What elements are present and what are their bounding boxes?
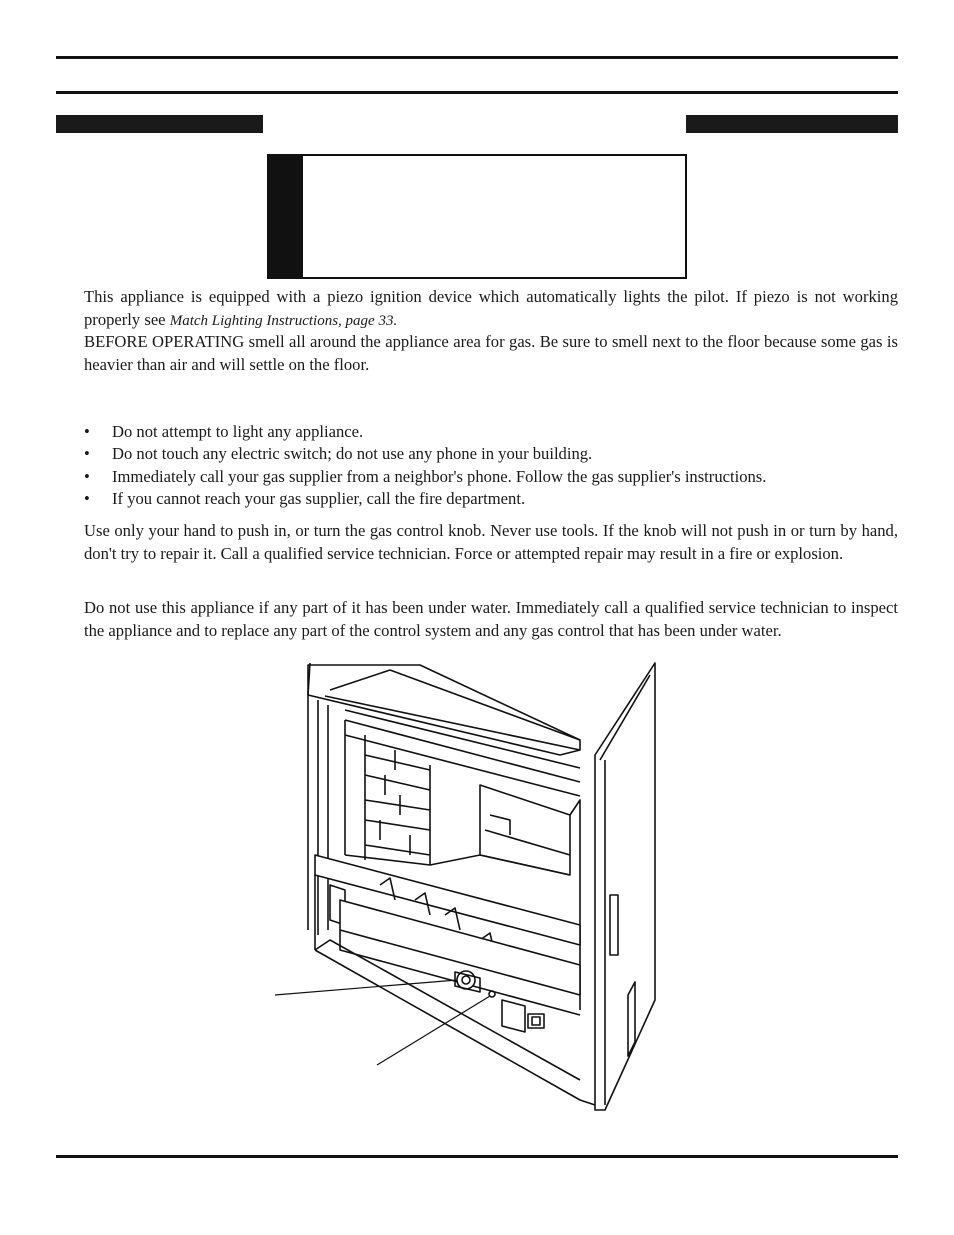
- intro-paragraph: [84, 286, 898, 332]
- warning-box: [267, 154, 687, 279]
- list-item: • Do not touch any electric switch; do not use any phone in your building.: [84, 443, 898, 465]
- before-operating-paragraph: [84, 331, 898, 376]
- header-rule-bottom: [56, 91, 898, 94]
- bullet-icon: •: [84, 489, 90, 509]
- water-paragraph: Do not use this appliance if any part of it has been under water. Immediately call a qualified service technician to inspect the appliance and to replace any part of the control system and any gas control that has been under water.: [84, 598, 898, 640]
- bullet-icon: •: [84, 422, 90, 441]
- intro-line: This appliance is equipped with a piezo ignition device which automatically lights the pilot. If piezo is not working properly see: [84, 287, 898, 329]
- bullet-icon: •: [84, 444, 90, 464]
- list-item: • Do not attempt to light any appliance.: [84, 421, 898, 443]
- knob-paragraph: Use only your hand to push in, or turn the gas control knob. Never use tools. If the knob will not push in or turn by hand, don't try to repair it. Call a qualified service technician. Force or attempted repair may result in a fire or explosion.: [84, 521, 898, 563]
- bullet-icon: •: [84, 466, 90, 486]
- footer-rule: [56, 1155, 898, 1158]
- match-lighting-reference: Match Lighting Instructions, page 33.: [169, 312, 398, 329]
- fireplace-illustration: [270, 660, 670, 1120]
- list-item: • Immediately call your gas supplier from a neighbor's phone. Follow the gas supplier's instructions.: [84, 466, 898, 488]
- before-operating-text: smell all around the appliance area for gas. Be sure to smell next to the floor because some gas is heavier than air and will settle on the floor.: [84, 332, 898, 374]
- gas-smell-instructions: [84, 421, 898, 511]
- header-rule-top: [56, 56, 898, 59]
- before-operating-label: BEFORE OPERATING: [84, 332, 245, 351]
- list-item: • If you cannot reach your gas supplier, call the fire department.: [84, 488, 898, 510]
- section-bar-left: [56, 115, 263, 133]
- section-bar-right: [686, 115, 898, 133]
- warning-stripe: [269, 156, 303, 277]
